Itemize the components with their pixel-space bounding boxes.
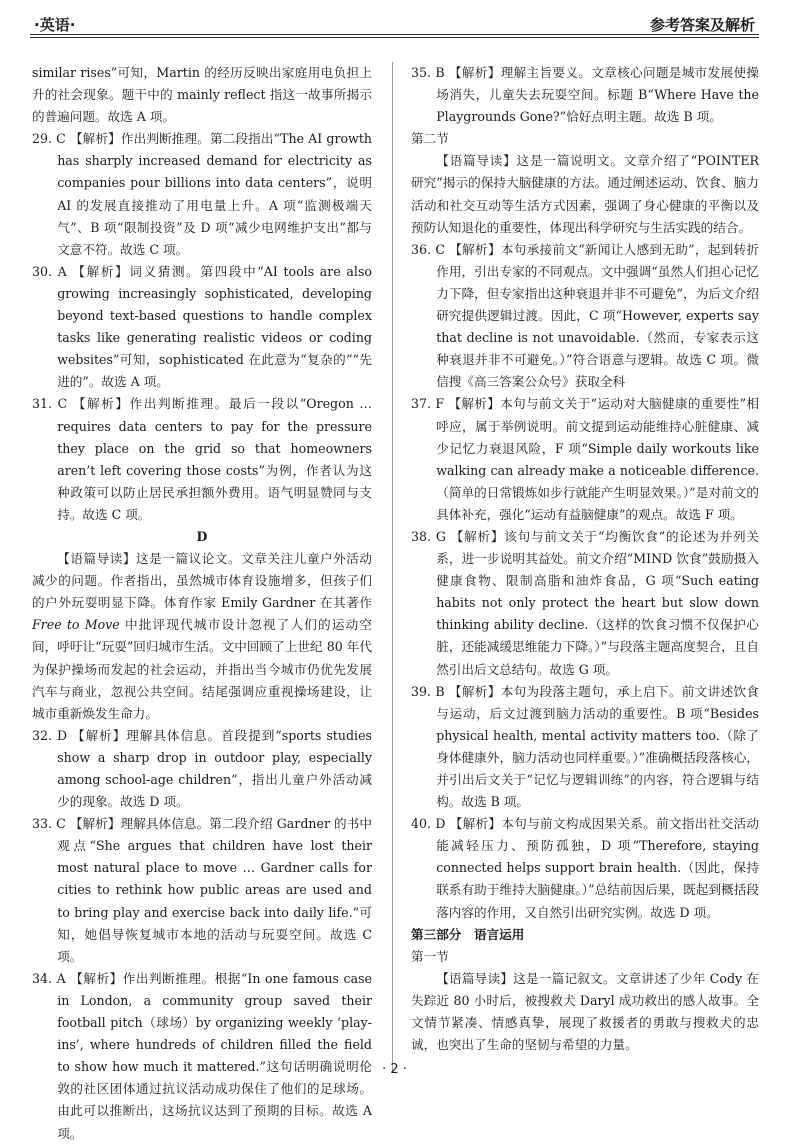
- answer-40: 40. D 【解析】本句与前文构成因果关系。前文指出社交活动能减轻压力、预防孤独，D 项“Therefore, staying connected helps support brain health.（因此，保持联系有助于维持大脑健康。）”总结前因后果，既起到概括段落内容的作用，又自然引出研究实例。故选 D 项。: [411, 816, 759, 920]
- header-rule: [30, 34, 759, 35]
- section-2-heading: 第二节: [411, 131, 449, 147]
- answer-38: 38. G 【解析】该句与前文关于“均衡饮食”的论述为并列关系，进一步说明其益处。前文介绍“MIND 饮食”鼓励摄入健康食物、限制高脂和油炸食品，G 项“Such eating habits not only protect the heart but slow down thinking ability decline.（这样的饮食习惯不仅保护心脏，还能减缓思维能力下降。）”与段落主题高度契合，且自然引出后文总结句。故选 G 项。: [411, 528, 759, 677]
- answer-34: 34. A 【解析】作出判断推理。根据“In one famous case in London, a community group saved their football pitch（球场）by organizing weekly ‘play-ins’, where hundreds of children filled the field to show how much it mattered.”这句话明确说明伦敦的社区团体通过抗议活动成功保住了他们的足球场。由此可以推断出，这场抗议达到了预期的目标。故选 A 项。: [32, 970, 372, 1141]
- answer-28-cont: similar rises”可知，Martin 的经历反映出家庭用电负担上升的社会现象。题干中的 mainly reflect 指这一故事所揭示的普遍问题。故选 A 项。: [32, 65, 372, 125]
- book-title: Free to Move: [32, 617, 120, 633]
- section-d-heading: D: [196, 528, 208, 544]
- answer-33: 33. C 【解析】理解具体信息。第二段介绍 Gardner 的书中观点“She argues that children have lost their most natural place to move … Gardner calls for cities to rethink how public areas are used and to bring play and exercise back into daily life.”可知，她倡导恢复城市本地的活动与玩耍空间。故选 C 项。: [32, 816, 372, 964]
- header-title: 参考答案及解析: [649, 16, 755, 34]
- answer-36: 36. C 【解析】本句承接前文“新闻让人感到无助”，起到转折作用，引出专家的不同观点。文中强调“虽然人们担心记忆力下降，但专家指出这种衰退并非不可避免”，为后文介绍研究提供逻辑过渡。因此，C 项“However, experts say that decline is not unavoidable.（然而，专家表示这种衰退并非不可避免。）”符合语意与逻辑。故选 C 项。微信搜《高三答案公众号》获取全科: [411, 241, 759, 390]
- answer-30: 30. A 【解析】词义猜测。第四段中“AI tools are also growing increasingly sophisticated, developing beyond text-based questions to handle complex tasks like generating realistic videos or coding websites”可知，sophisticated 在此意为“复杂的”“先进的”。故选 A 项。: [32, 263, 372, 390]
- header-rule-2: [30, 37, 759, 38]
- page-number: · 2 ·: [382, 1062, 407, 1077]
- reading-guide-part-3: 【语篇导读】这是一篇记叙文。文章讲述了少年 Cody 在失踪近 80 小时后，被搜救犬 Daryl 成功救出的感人故事。全文情节紧凑、情感真挚，展现了救援者的勇敢与搜救犬的忠诚，也突出了生命的坚韧与希望的力量。: [411, 970, 759, 1053]
- answer-32: 32. D 【解析】理解具体信息。首段提到“sports studies show a sharp drop in outdoor play, especially among school-age children”，指出儿童户外活动减少的现象。故选 D 项。: [32, 727, 372, 810]
- answer-31: 31. C 【解析】作出判断推理。最后一段以“Oregon … requires data centers to pay for the pressure they place on the grid so that homeowners aren’t left covering those costs”为例，作者认为这种政策可以防止居民承担额外费用。语气明显赞同与支持。故选 C 项。: [32, 396, 372, 522]
- reading-guide-d: [32, 548, 372, 725]
- page-header: [30, 8, 759, 40]
- answer-35: 35. B 【解析】理解主旨要义。文章核心问题是城市发展使操场消失，儿童失去玩耍空间。标题 B“Where Have the Playgrounds Gone?”恰好点明主题。故选 B 项。: [411, 65, 759, 125]
- right-column: [411, 62, 759, 1056]
- guide-d-text-1: 【语篇导读】这是一篇议论文。文章关注儿童户外活动减少的问题。作者指出，虽然城市体育设施增多，但孩子们的户外玩耍明显下降。体育作家 Emily Gardner 在其著作: [32, 551, 372, 611]
- section-1-heading: 第一节: [411, 948, 449, 964]
- reading-guide-section-2: 【语篇导读】这是一篇说明文。文章介绍了“POINTER 研究”揭示的保持大脑健康的方法。通过阐述运动、饮食、脑力活动和社交互动等生活方式因素，强调了身心健康的平衡以及预防认知退化的重要性，体现出科学研究与生活实践的结合。: [411, 153, 759, 235]
- answer-37: 37. F 【解析】本句与前文关于“运动对大脑健康的重要性”相呼应，属于举例说明。前文提到运动能维持心脏健康、减少记忆力衰退风险，F 项“Simple daily workouts like walking can already make a noticeable difference.（简单的日常锻炼如步行就能产生明显效果。）”是对前文的具体补充，强化“运动有益脑健康”的观点。故选 F 项。: [411, 396, 759, 522]
- subject-label: ·英语·: [34, 16, 76, 34]
- left-column: [32, 62, 372, 1145]
- part-3-heading: 第三部分 语言运用: [411, 926, 525, 942]
- guide-d-text-2: 中批评现代城市设计忽视了人们的运动空间，呼吁让“玩耍”回归城市生活。文中回顾了上世纪 80 年代为保护操场而发起的社会运动，并指出当今城市仍优先发展汽车与商业，忽视公共空间。结尾强调应重视操场建设，让城市重新焕发生命力。: [32, 617, 373, 721]
- column-divider: [392, 62, 393, 1072]
- answer-29: 29. C 【解析】作出判断推理。第二段指出“The AI growth has sharply increased demand for electricity as companies pour billions into data centers”，说明 AI 的发展直接推动了用电量上升。A 项“监测极端天气”、B 项“限制投资”及 D 项“减少电网维护支出”都与文意不符。故选 C 项。: [32, 131, 372, 257]
- answer-39: 39. B 【解析】本句为段落主题句，承上启下。前文讲述饮食与运动，后文过渡到脑力活动的重要性。B 项“Besides physical health, mental activity matters too.（除了身体健康外，脑力活动也同样重要。）”准确概括段落核心，并引出后文关于“记忆与逻辑训练”的内容，符合逻辑与结构。故选 B 项。: [411, 683, 759, 810]
